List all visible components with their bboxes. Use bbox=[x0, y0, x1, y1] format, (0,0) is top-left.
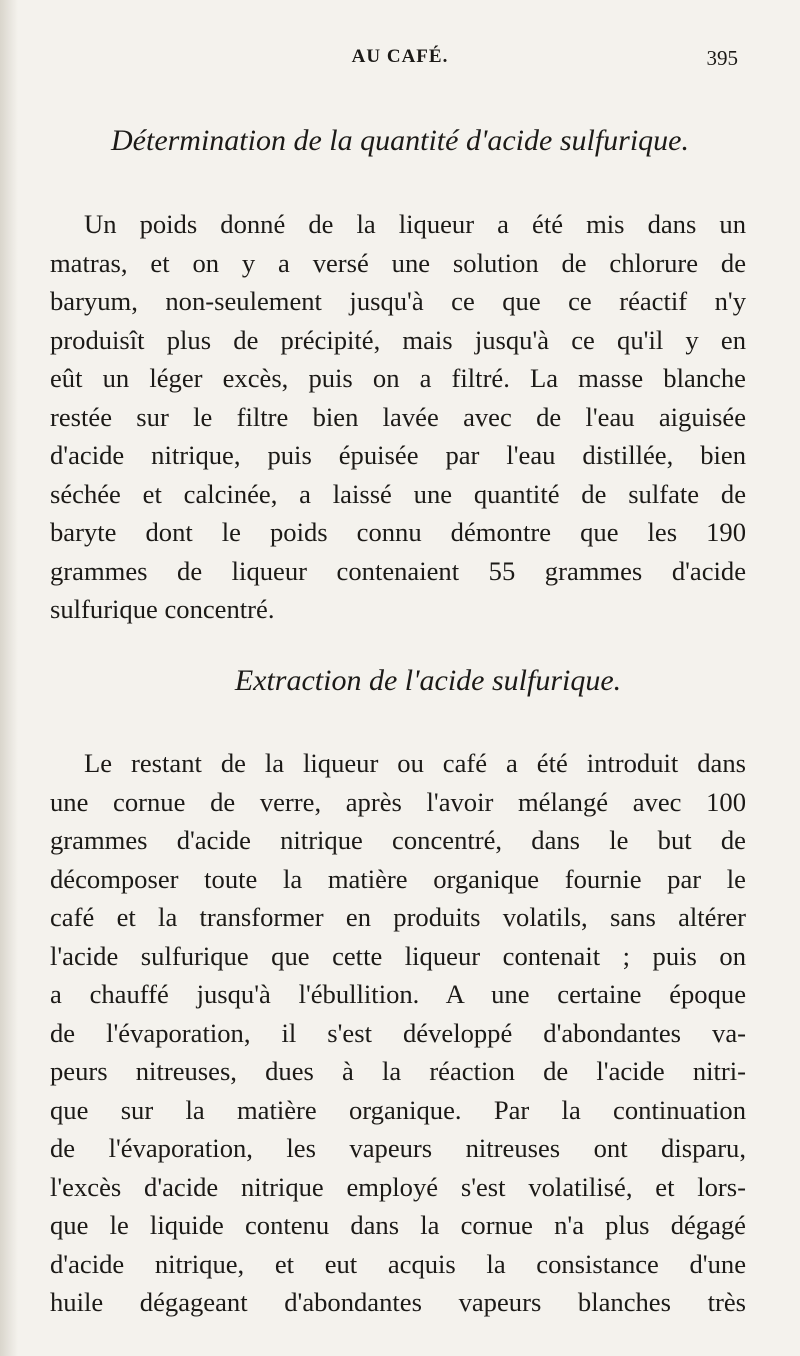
text-line: l'acide sulfurique que cette liqueur contenait ; puis on bbox=[50, 940, 746, 971]
section-heading: Détermination de la quantité d'acide sulfurique. bbox=[111, 124, 689, 157]
text-line: de l'évaporation, il s'est développé d'abondantes va- bbox=[50, 1017, 746, 1048]
text-line: grammes d'acide nitrique concentré, dans le but de bbox=[50, 825, 746, 855]
running-head: AU CAFÉ. bbox=[351, 46, 449, 67]
text-line: matras, et on y a versé une solution de chlorure de bbox=[50, 247, 746, 278]
text-line: Un poids donné de la liqueur a été mis dans un bbox=[84, 209, 746, 239]
text-line: baryte dont le poids connu démontre que les 190 bbox=[50, 517, 746, 547]
paragraph bbox=[50, 744, 746, 1322]
page-header bbox=[0, 46, 800, 72]
text-line: a chauffé jusqu'à l'ébullition. A une certaine époque bbox=[50, 979, 746, 1009]
text-line: eût un léger excès, puis on a filtré. La masse blanche bbox=[50, 363, 746, 393]
text-line: séchée et calcinée, a laissé une quantité de sulfate de bbox=[50, 478, 746, 509]
text-line: restée sur le filtre bien lavée avec de l'eau aiguisée bbox=[50, 401, 746, 432]
text-line: d'acide nitrique, puis épuisée par l'eau distillée, bien bbox=[50, 440, 746, 470]
text-line: que le liquide contenu dans la cornue n'a plus dégagé bbox=[50, 1210, 746, 1240]
page-number: 395 bbox=[706, 46, 738, 70]
text-line: huile dégageant d'abondantes vapeurs blanches très bbox=[50, 1287, 746, 1317]
text-line: café et la transformer en produits volatils, sans altérer bbox=[50, 902, 746, 932]
text-line: décomposer toute la matière organique fournie par le bbox=[50, 863, 746, 894]
text-line: Le restant de la liqueur ou café a été introduit dans bbox=[84, 748, 746, 778]
paragraph bbox=[50, 205, 746, 629]
text-line: que sur la matière organique. Par la continuation bbox=[50, 1094, 746, 1125]
text-line: produisît plus de précipité, mais jusqu'à ce qu'il y en bbox=[50, 324, 746, 355]
text-line: d'acide nitrique, et eut acquis la consistance d'une bbox=[50, 1248, 746, 1279]
text-line: de l'évaporation, les vapeurs nitreuses ont disparu, bbox=[50, 1133, 746, 1163]
text-line: sulfurique concentré. bbox=[50, 594, 275, 624]
section-heading: Extraction de l'acide sulfurique. bbox=[234, 664, 622, 697]
text-line: l'excès d'acide nitrique employé s'est volatilisé, et lors- bbox=[50, 1171, 746, 1202]
text-line: baryum, non-seulement jusqu'à ce que ce réactif n'y bbox=[50, 286, 746, 316]
text-line: grammes de liqueur contenaient 55 grammes d'acide bbox=[50, 555, 746, 586]
text-line: une cornue de verre, après l'avoir mélangé avec 100 bbox=[50, 786, 746, 817]
text-line: peurs nitreuses, dues à la réaction de l'acide nitri- bbox=[50, 1056, 746, 1086]
